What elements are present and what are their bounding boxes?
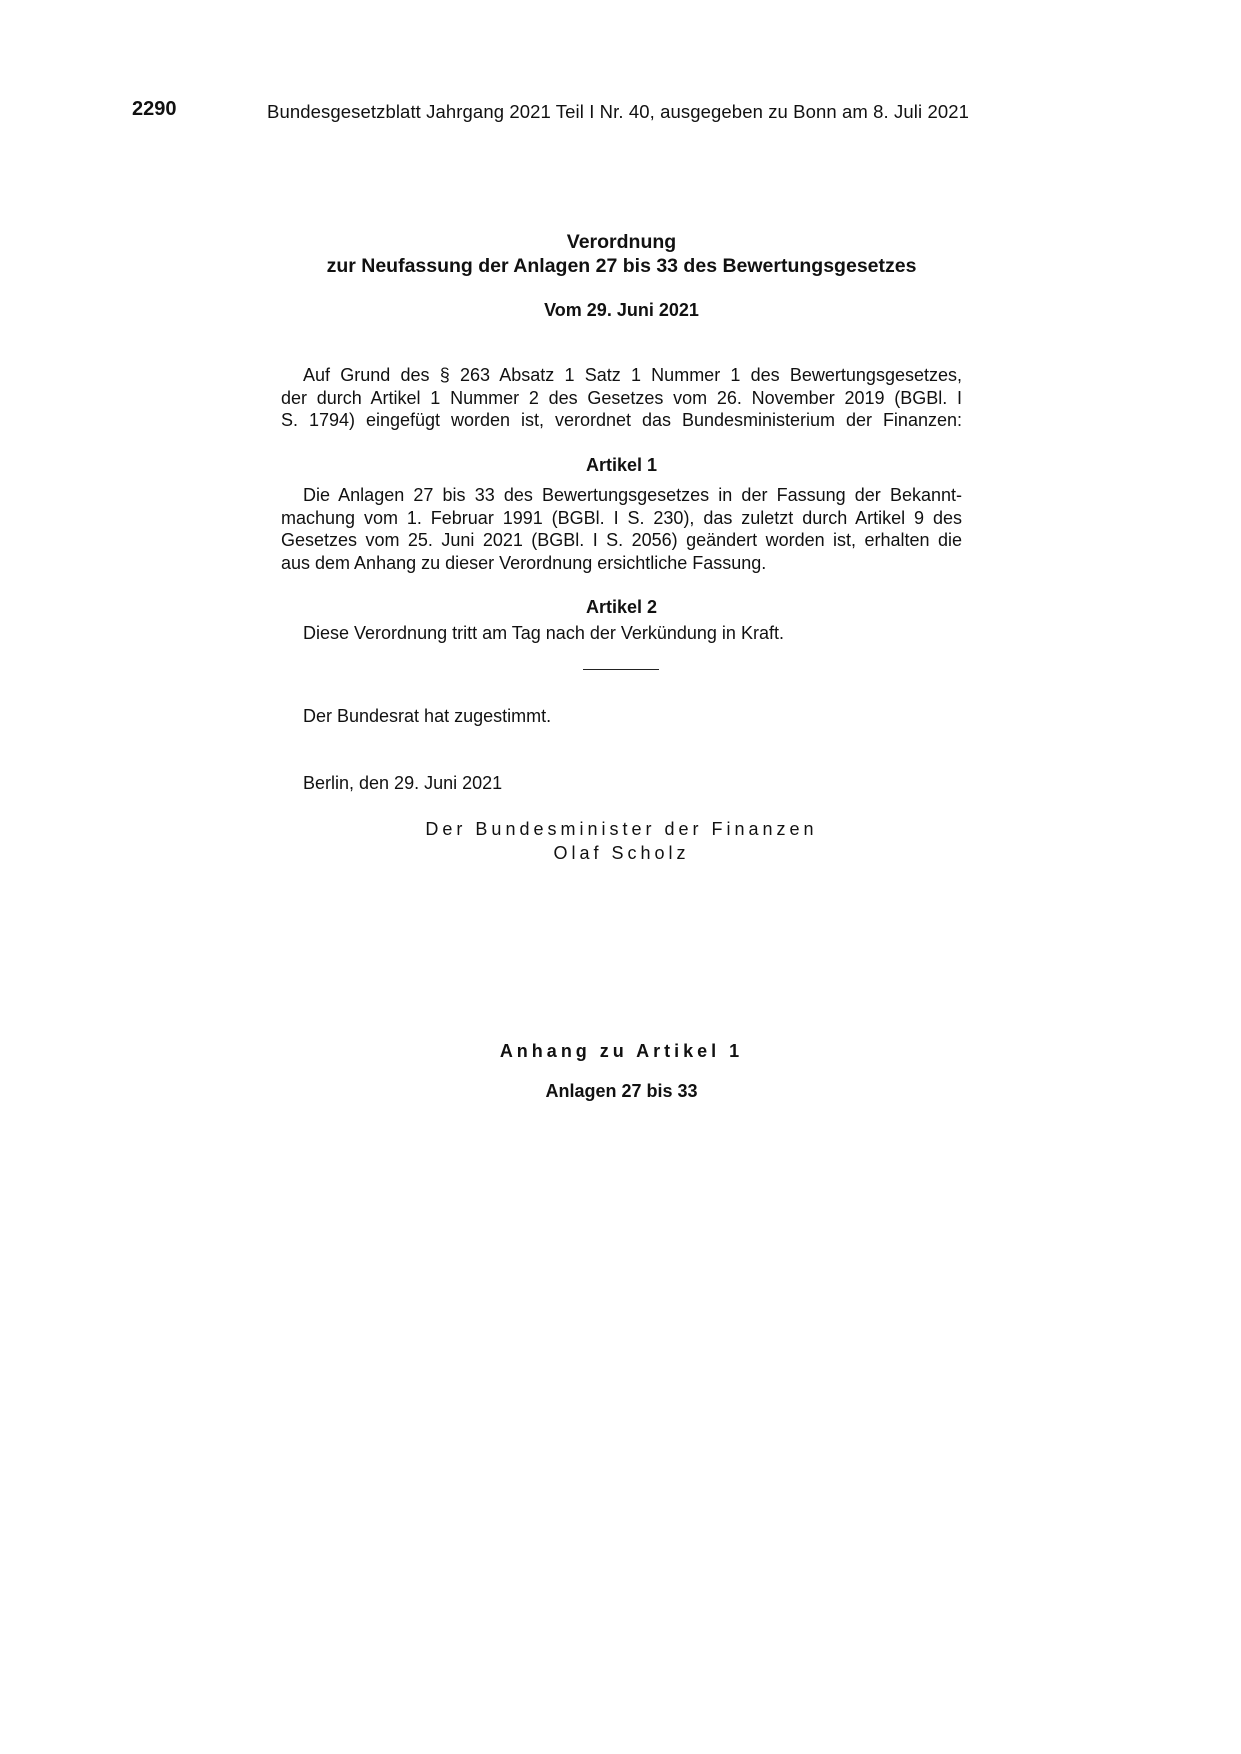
article-2-paragraph (281, 622, 962, 645)
article-1-paragraph (281, 484, 962, 574)
separator-rule (583, 669, 659, 670)
article-1-heading: Artikel 1 (585, 455, 658, 475)
preamble-line: Auf Grund des § 263 Absatz 1 Satz 1 Nummer 1 des Bewertungsgesetzes, (303, 365, 962, 385)
annex-subtitle: Anlagen 27 bis 33 (545, 1081, 698, 1101)
preamble-line: der durch Artikel 1 Nummer 2 des Gesetzes vom 26. November 2019 (BGBl. I (281, 387, 962, 408)
article-2-line: Diese Verordnung tritt am Tag nach der Verkündung in Kraft. (303, 623, 784, 643)
place-date: Berlin, den 29. Juni 2021 (303, 773, 503, 793)
document-title: Verordnung (566, 231, 677, 253)
bundesrat-consent: Der Bundesrat hat zugestimmt. (303, 706, 552, 726)
preamble-paragraph (281, 364, 962, 432)
article-1-line: machung vom 1. Februar 1991 (BGBl. I S. 230), das zuletzt durch Artikel 9 des (281, 507, 962, 528)
article-1-line: aus dem Anhang zu dieser Verordnung ersichtliche Fassung. (281, 552, 767, 573)
page-number: 2290 (132, 98, 177, 120)
article-1-line: Gesetzes vom 25. Juni 2021 (BGBl. I S. 2056) geändert worden ist, erhalten die (281, 530, 962, 551)
article-1-line: Die Anlagen 27 bis 33 des Bewertungsgesetzes in der Fassung der Bekannt- (303, 485, 962, 505)
document-subtitle: zur Neufassung der Anlagen 27 bis 33 des Bewertungsgesetzes (326, 255, 917, 277)
signatory-name: Olaf Scholz (553, 843, 690, 863)
signatory-title: Der Bundesminister der Finanzen (425, 819, 818, 839)
running-head: Bundesgesetzblatt Jahrgang 2021 Teil I Nr. 40, ausgegeben zu Bonn am 8. Juli 2021 (267, 101, 969, 122)
preamble-line: S. 1794) eingefügt worden ist, verordnet das Bundesministerium der Finanzen: (281, 410, 962, 431)
article-2-heading: Artikel 2 (585, 597, 658, 617)
document-date: Vom 29. Juni 2021 (544, 300, 699, 320)
annex-title: Anhang zu Artikel 1 (499, 1041, 744, 1061)
